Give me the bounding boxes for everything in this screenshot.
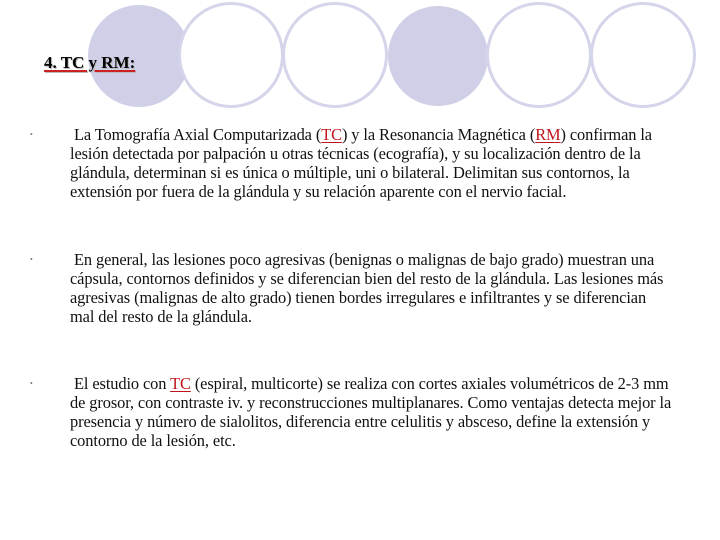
- decor-circle-middle: [388, 6, 488, 106]
- bullet-3: •: [30, 379, 33, 388]
- paragraph-ct-study: [70, 374, 674, 450]
- decor-ring-3: [486, 2, 592, 108]
- paragraph-3-text-b: (espiral, multicorte) se realiza con cortes axiales volumétricos de 2-3 mm de grosor, con contraste iv. y reconstrucciones multiplanares. Como ventajas detecta mejor la presencia y número de sialolitos, diferencia entre celulitis y absceso, define la extensión y contorno de la lesión, etc.: [70, 374, 672, 450]
- bullet-1: •: [30, 130, 33, 139]
- paragraph-1-text-c: ) confirman la lesión detectada por palpación u otras técnicas (ecografía), y su localización dentro de la glándula, determinan si es única o múltiple, uni o bilateral. Delimitan sus contornos, la extensión por fuera de la glándula y su relación aparente con el nervio facial.: [70, 125, 652, 201]
- decor-ring-4: [590, 2, 696, 108]
- bullet-2: •: [30, 255, 33, 264]
- paragraph-1-text-b: ) y la Resonancia Magnética (: [341, 125, 536, 144]
- paragraph-1-text-a: La Tomografía Axial Computarizada (: [74, 125, 322, 144]
- ct-highlight: TC: [321, 125, 342, 144]
- ct-highlight-2: TC: [170, 374, 191, 393]
- decor-ring-1: [178, 2, 284, 108]
- paragraph-ct-mri: [70, 125, 674, 201]
- paragraph-3-text-a: El estudio con: [74, 374, 171, 393]
- decor-ring-2: [282, 2, 388, 108]
- slide-title: 4. TC y RM:: [44, 53, 136, 72]
- paragraph-2-text: En general, las lesiones poco agresivas (benignas o malignas de bajo grado) muestran una cápsula, contornos definidos y se diferencian bien del resto de la glándula. Las lesiones más agresivas (malignas de alto grado) tienen bordes irregulares e infiltrantes y se diferencian mal del resto de la glándula.: [70, 250, 664, 326]
- mri-highlight: RM: [535, 125, 561, 144]
- paragraph-lesion-types: [70, 250, 674, 326]
